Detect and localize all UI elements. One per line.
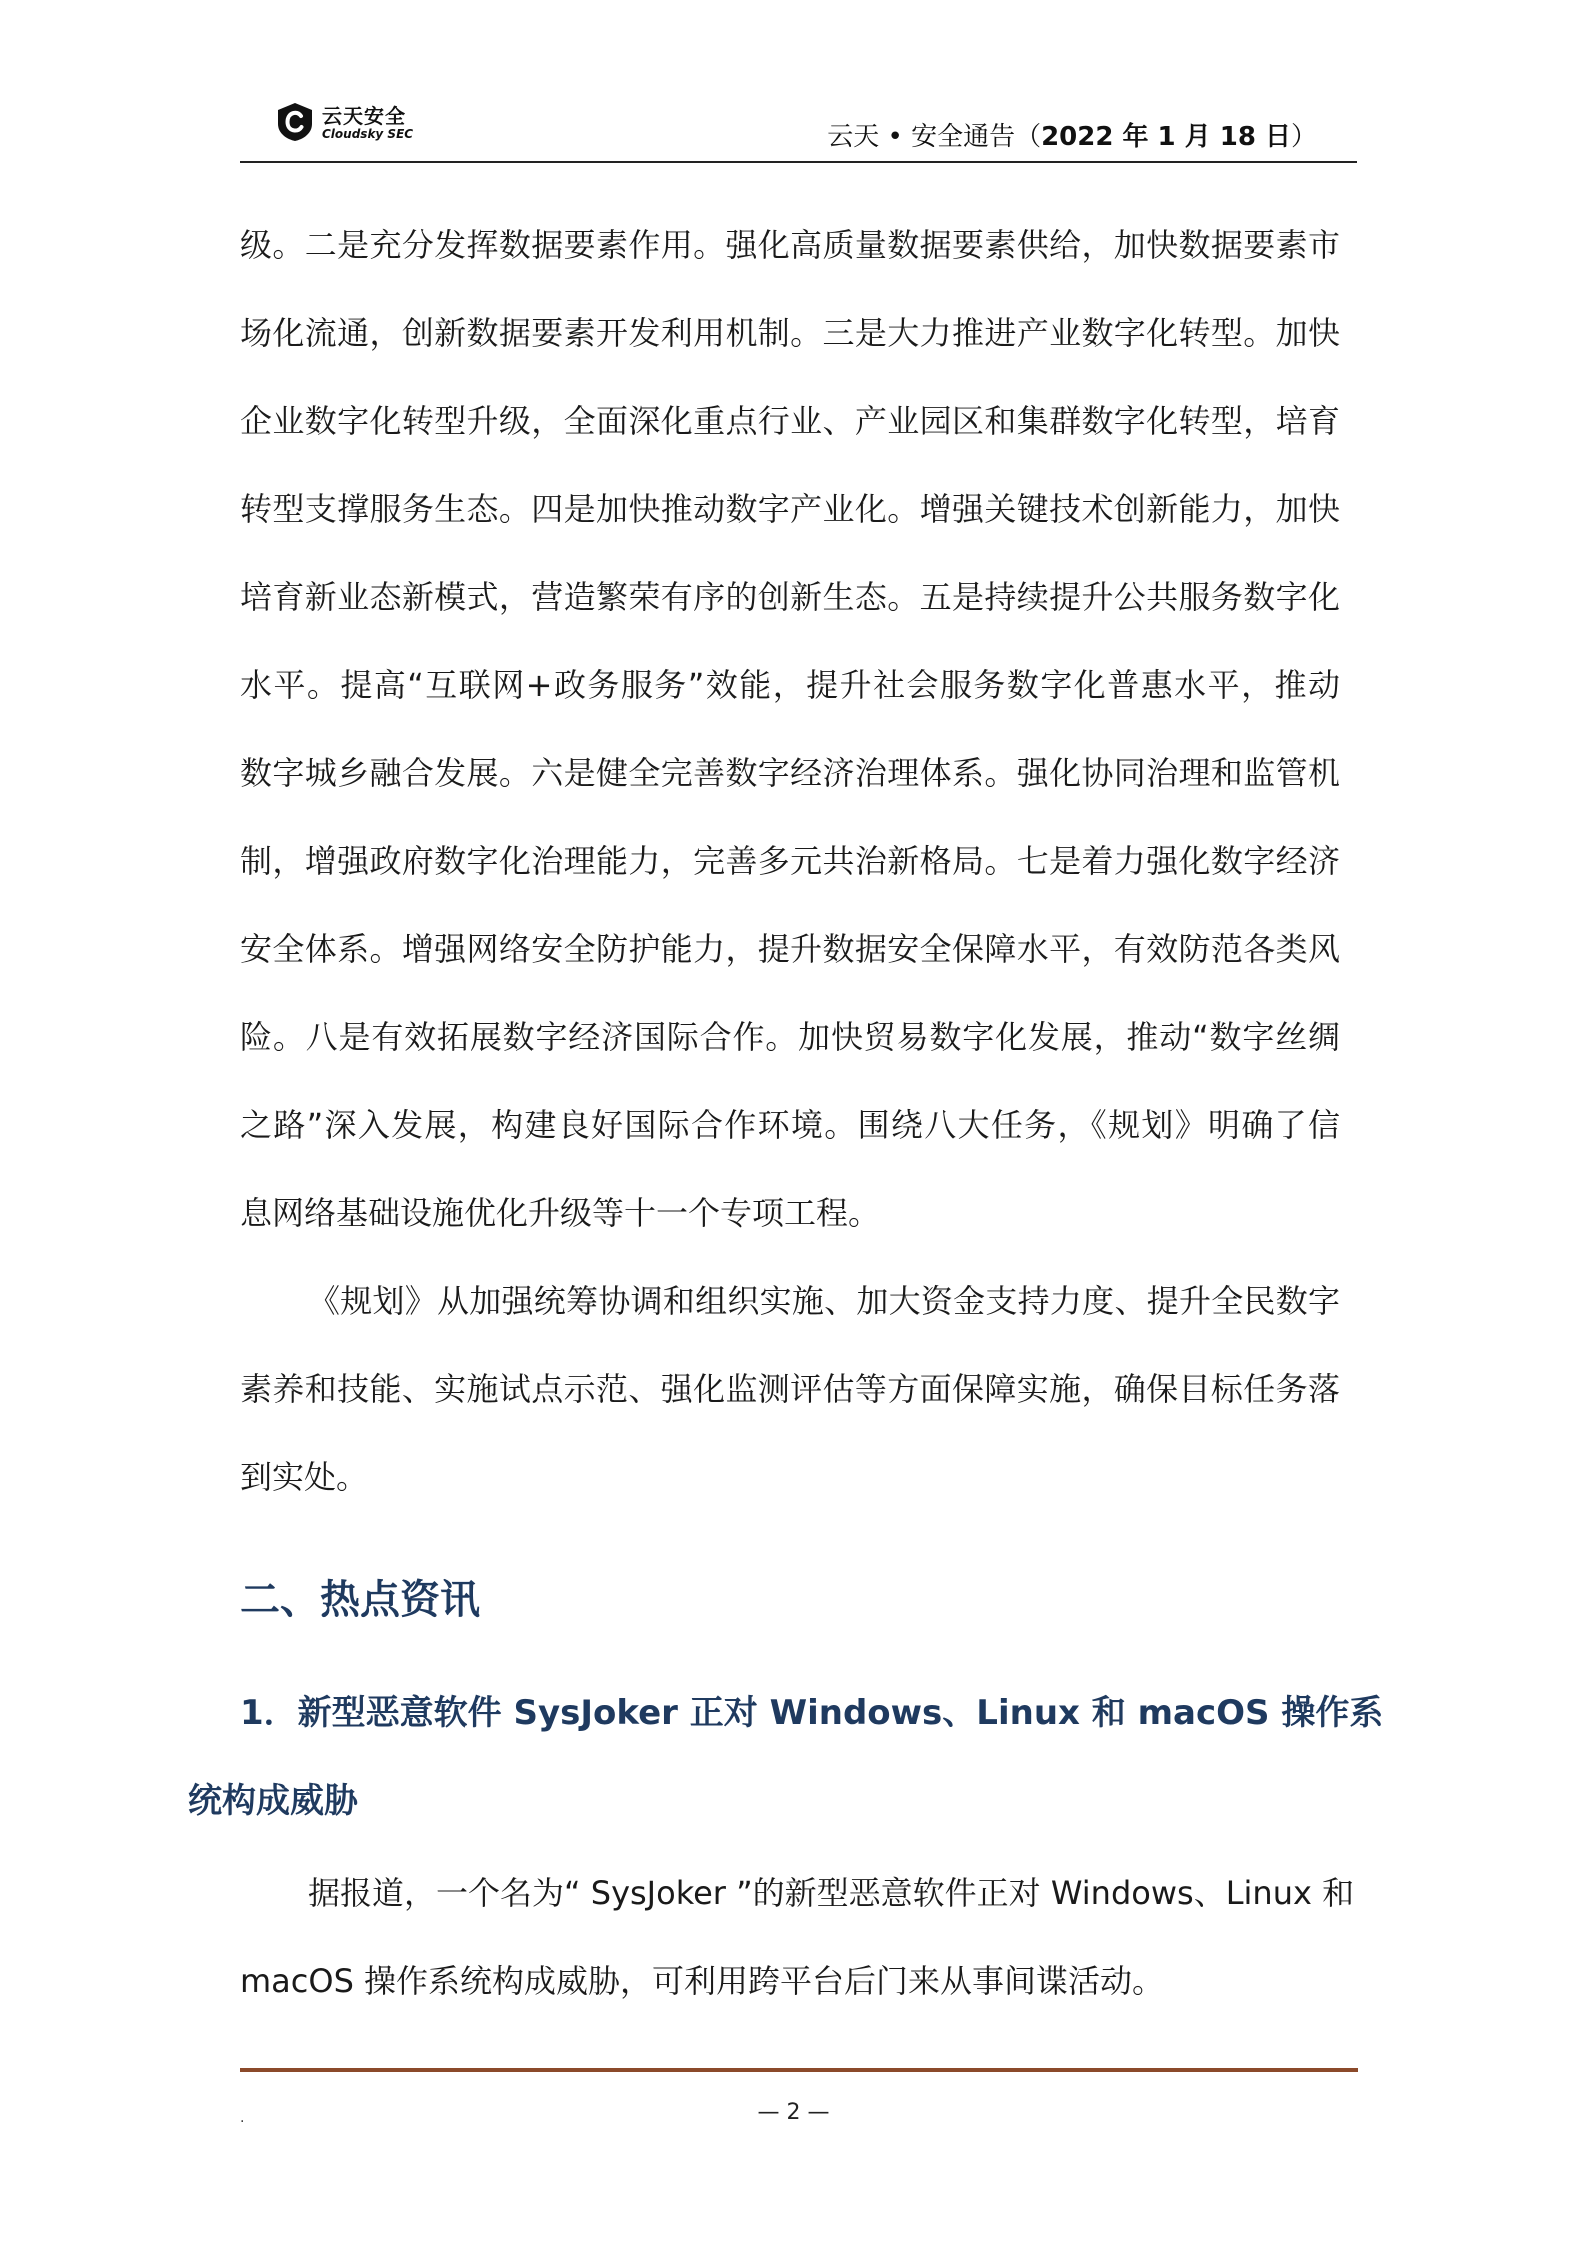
footer-divider (240, 2068, 1358, 2072)
logo-english-name: Cloudsky SEC (322, 127, 414, 141)
text-line: 险。八是有效拓展数字经济国际合作。加快贸易数字化发展，推动“数字丝绸 (240, 1018, 1340, 1056)
bulletin-date: 2022 年 1 月 18 日 (1041, 122, 1291, 152)
cloudsky-shield-icon (276, 102, 314, 142)
footer-mark: . (240, 2110, 245, 2126)
text-line: 数字城乡融合发展。六是健全完善数字经济治理体系。强化协同治理和监管机 (240, 754, 1340, 792)
text-line: 素养和技能、实施试点示范、强化监测评估等方面保障实施，确保目标任务落 (240, 1370, 1340, 1408)
text-line: 企业数字化转型升级，全面深化重点行业、产业园区和集群数字化转型，培育 (240, 402, 1340, 440)
company-logo (276, 100, 476, 150)
bulletin-title-suffix: ） (1290, 122, 1317, 152)
text-line: 制，增强政府数字化治理能力，完善多元共治新格局。七是着力强化数字经济 (240, 842, 1340, 880)
bulletin-title (827, 116, 1317, 153)
text-line: 水平。提高“互联网+政务服务”效能，提升社会服务数字化普惠水平，推动 (240, 666, 1340, 704)
news-heading-line-2: 统构成威胁 (188, 1781, 358, 1821)
page-header (240, 96, 1357, 163)
page-number: — 2 — (757, 2100, 830, 2125)
text-line: 安全体系。增强网络安全防护能力，提升数据安全保障水平，有效防范各类风 (240, 930, 1340, 968)
text-line: 培育新业态新模式，营造繁荣有序的创新生态。五是持续提升公共服务数字化 (240, 578, 1340, 616)
text-line: 据报道，一个名为“ SysJoker ”的新型恶意软件正对 Windows、Linux 和 (308, 1874, 1355, 1912)
bulletin-title-prefix: 云天 • 安全通告（ (827, 122, 1042, 152)
text-line: macOS 操作系统构成威胁，可利用跨平台后门来从事间谍活动。 (240, 1962, 1165, 2000)
news-heading-line-1: 1．新型恶意软件 SysJoker 正对 Windows、Linux 和 macOS 操作系 (240, 1693, 1384, 1733)
text-line: 息网络基础设施优化升级等十一个专项工程。 (240, 1194, 881, 1232)
text-line: 到实处。 (240, 1458, 369, 1496)
logo-chinese-name: 云天安全 (322, 104, 406, 128)
text-line: 级。二是充分发挥数据要素作用。强化高质量数据要素供给，加快数据要素市 (240, 226, 1340, 264)
text-line: 《规划》从加强统筹协调和组织实施、加大资金支持力度、提升全民数字 (308, 1282, 1340, 1320)
text-line: 之路”深入发展，构建良好国际合作环境。围绕八大任务，《规划》明确了信 (240, 1106, 1340, 1144)
text-line: 转型支撑服务生态。四是加快推动数字产业化。增强关键技术创新能力，加快 (240, 490, 1340, 528)
section-heading-hot-news: 二、热点资讯 (240, 1577, 480, 1623)
text-line: 场化流通，创新数据要素开发利用机制。三是大力推进产业数字化转型。加快 (240, 314, 1340, 352)
